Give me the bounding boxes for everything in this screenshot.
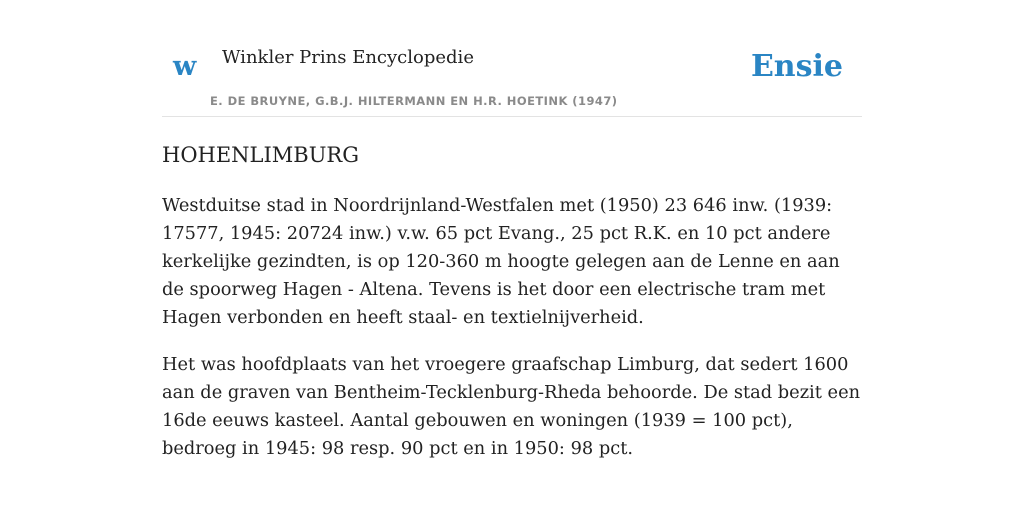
article-paragraph: Het was hoofdplaats van het vroegere graafschap Limburg, dat sedert 1600 aan de graven van Bentheim-Tecklenburg-Rheda behoorde. De stad bezit een 16de eeuws kasteel. Aantal gebouwen en woningen (1939 = 100 pct), bedroeg in 1945: 98 resp. 90 pct en in 1950: 98 pct. [162,354,861,459]
winkler-prins-logo[interactable]: w [173,51,197,82]
article [162,140,862,463]
encyclopedia-authors: E. DE BRUYNE, G.B.J. HILTERMANN EN H.R. HOETINK (1947) [210,94,618,108]
article-paragraph: Westduitse stad in Noordrijnland-Westfalen met (1950) 23 646 inw. (1939: 17577, 1945: 20724 inw.) v.w. 65 pct Evang., 25 pct R.K. en 10 pct andere kerkelijke gezindten, is op 120-360 m hoogte gelegen aan de Lenne en aan de spoorweg Hagen - Altena. Tevens is het door een electrische tram met Hagen verbonden en heeft staal- en textielnijverheid. [162,195,840,328]
encyclopedia-title[interactable]: Winkler Prins Encyclopedie [222,47,474,68]
article-title: HOHENLIMBURG [162,143,360,167]
ensie-logo-link[interactable]: Ensie [750,49,843,84]
encyclopedia-header [162,36,862,117]
article-body [162,192,862,463]
